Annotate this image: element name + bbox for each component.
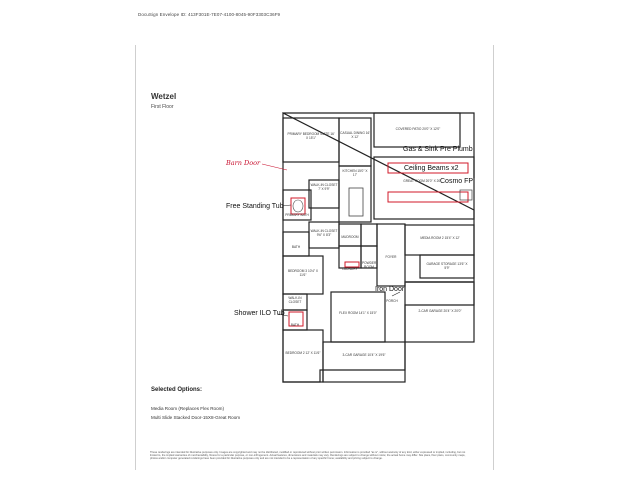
room-powder-room: POWDER ROOM	[362, 261, 377, 269]
room-covered-patio: COVERED PATIO 20'0" X 12'0"	[395, 127, 441, 131]
room-walk-in-closet-3: WALK-IN CLOSET	[288, 296, 302, 304]
room-kitchen: KITCHEN 15'0" X 17'	[342, 169, 368, 177]
selected-option-item: Media Room (Replaces Flex Room)	[151, 406, 225, 411]
envelope-id: DocuSign Envelope ID: 413F301E-7E07-4100-8045-90F3303C36F9	[138, 12, 281, 17]
annotation-free-standing-tub: Free Standing Tub	[226, 203, 284, 210]
room-walk-in-closet-1: WALK-IN CLOSET 7' X 9'9"	[310, 183, 338, 191]
room-primary-bedroom: PRIMARY BEDROOM SUITE 16' X 15'1"	[287, 132, 335, 140]
sheet-title: Wetzel	[151, 92, 177, 101]
garage-3car-wall	[323, 342, 405, 382]
bedroom-2-wall	[283, 330, 323, 382]
selected-options-title: Selected Options:	[151, 387, 203, 393]
laundry-wall	[339, 246, 361, 268]
selected-option-item: Multi Slide Stacked Door-15X8-Great Room	[151, 415, 241, 420]
annotation-cosmo-fp: Cosmo FP	[440, 178, 474, 185]
tub-fixture	[293, 200, 303, 212]
room-media-room: MEDIA ROOM 2 15'4" X 12'	[420, 236, 460, 240]
annotation-iron-door: Iron Door	[375, 286, 405, 293]
room-foyer: FOYER	[385, 255, 397, 259]
room-mudroom: MUDROOM	[341, 235, 359, 239]
room-primary-bath: PRIMARY BATH	[285, 213, 309, 217]
flex-room-wall	[331, 292, 385, 342]
room-porch: PORCH	[386, 299, 398, 303]
bath-wall	[283, 232, 309, 256]
utility-wall	[361, 224, 377, 246]
room-bedroom-3: BEDROOM 3 10'4" X 11'6"	[287, 269, 319, 277]
room-bedroom-2: BEDROOM 2 12' X 11'6"	[285, 351, 321, 355]
room-great-room: GREAT ROOM 20'0" X 20'	[403, 179, 441, 183]
annotation-barn-door: Barn Door	[226, 159, 261, 167]
room-flex-room: FLEX ROOM 14'1" X 15'0"	[339, 311, 377, 315]
sheet-subtitle: First Floor	[151, 104, 174, 110]
disclaimer-text: These renderings are intended for illustrative purposes only. Images are copyrighted and may not be distributed, modified or reproduced without prior written permission. Information is provided "as is", without warranty of any kind, either expressed or implied, including, but not limited to, the implied warranties of merchantability, fitness for a particular purpose, or non-infringement. Actual features, dimensions and materials may vary. Renderings are subject to change without notice; the actual home may differ. Site plans, floor plans, community maps, photos and/or computer generated renderings have been provided for illustrative purposes only and are not intended to be a representation of any specific home; availability and pricing subject to change.	[150, 451, 466, 461]
room-garage-storage: GARAGE STORAGE 13'6" X 5'9"	[426, 262, 468, 270]
room-casual-dining: CASUAL DINING 16' X 12'	[340, 131, 370, 139]
room-garage-3car: 3-CAR GARAGE 10'4" X 19'6"	[342, 353, 386, 357]
annotation-ceiling-beams: Ceiling Beams x2	[404, 165, 459, 172]
kitchen-island	[349, 188, 363, 216]
casual-dining-wall	[339, 118, 371, 166]
room-bath: BATH	[291, 245, 301, 249]
room-walk-in-closet-2: WALK-IN CLOSET 9'6" X 8'3"	[310, 229, 338, 237]
room-laundry: LAUNDRY	[342, 267, 358, 271]
room-bath-2: BATH	[290, 323, 300, 327]
annotation-shower-ilo-tub: Shower ILO Tub	[234, 310, 285, 317]
room-garage-2car: 2-CAR GARAGE 20'4" X 20'0"	[418, 309, 462, 313]
annotation-gas-sink: Gas & Sink Pre Plumb	[403, 146, 473, 153]
